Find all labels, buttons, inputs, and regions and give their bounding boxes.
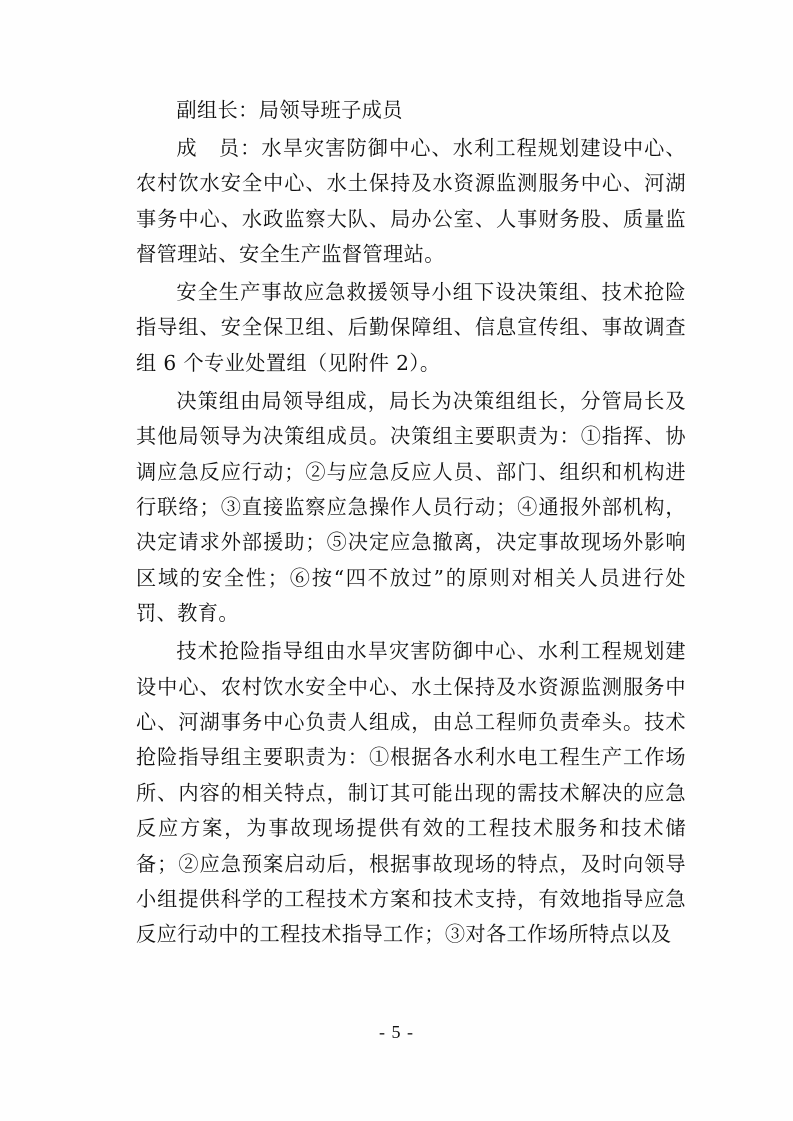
document-body (136, 93, 686, 953)
paragraph-working-groups: 安全生产事故应急救援领导小组下设决策组、技术抢险指导组、安全保卫组、后勤保障组、信息宣传组、事故调查组 6 个专业处置组（见附件 2）。 (136, 280, 686, 375)
paragraph-deputy-leaders: 副组长：局领导班子成员 (176, 98, 403, 122)
paragraph-members: 成 员：水旱灾害防御中心、水利工程规划建设中心、农村饮水安全中心、水土保持及水资源监测服务中心、河湖事务中心、水政监察大队、局办公室、人事财务股、质量监督管理站、安全生产监督管理站。 (136, 135, 686, 267)
paragraph-technical-group: 技术抢险指导组由水旱灾害防御中心、水利工程规划建设中心、农村饮水安全中心、水土保持及水资源监测服务中心、河湖事务中心负责人组成，由总工程师负责牵头。技术抢险指导组主要职责为：①根据各水利水电工程生产工作场所、内容的相关特点，制订其可能出现的需技术解决的应急反应方案，为事故现场提供有效的工程技术服务和技术储备；②应急预案启动后，根据事故现场的特点，及时向领导小组提供科学的工程技术方案和技术支持，有效地指导应急反应行动中的工程技术指导工作；③对各工作场所特点以及 (136, 639, 686, 947)
page-number: - 5 - (379, 1022, 414, 1042)
paragraph-decision-group: 决策组由局领导组成，局长为决策组组长，分管局长及其他局领导为决策组成员。决策组主要职责为：①指挥、协调应急反应行动；②与应急反应人员、部门、组织和机构进行联络；③直接监察应急操作人员行动；④通报外部机构，决定请求外部援助；⑤决定应急撤离，决定事故现场外影响区域的安全性；⑥按“四不放过”的原则对相关人员进行处罚、教育。 (136, 388, 686, 626)
